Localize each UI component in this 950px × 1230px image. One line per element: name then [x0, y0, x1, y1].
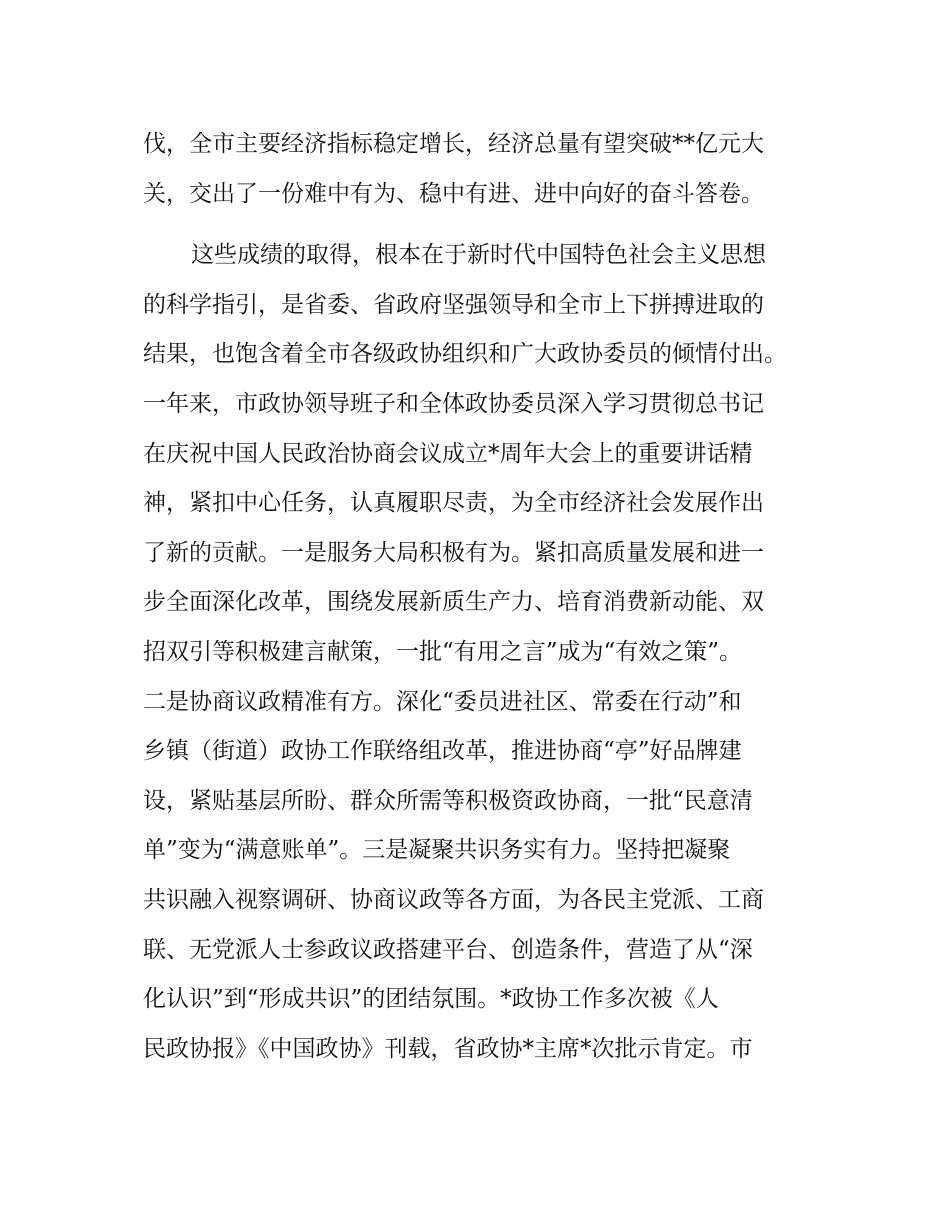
text-line: 这些成绩的取得，根本在于新时代中国特色社会主义思想 — [191, 242, 766, 269]
text-line: 步全面深化改革，围绕发展新质生产力、培育消费新动能、双 — [143, 589, 764, 616]
text-line: 设，紧贴基层所盼、群众所需等积极资政协商，一批“民意清 — [143, 787, 753, 814]
text-line: 单”变为“满意账单”。三是凝聚共识务实有力。坚持把凝聚 — [143, 837, 731, 864]
text-line: 乡镇（街道）政协工作联络组改革，推进协商“亭”好品牌建 — [143, 738, 742, 765]
paragraph-gap — [143, 219, 813, 231]
text-line: 关，交出了一份难中有为、稳中有进、进中向好的奋斗答卷。 — [143, 180, 764, 207]
text-line: 化认识”到“形成共识”的团结氛围。*政协工作多次被《人 — [143, 986, 719, 1013]
text-line: 联、无党派人士参政议政搭建平台、创造条件，营造了从“深 — [143, 936, 753, 963]
text-line: 神，紧扣中心任务，认真履职尽责，为全市经济社会发展作出 — [143, 490, 764, 517]
text-line: 民政协报》《中国政协》刊载，省政协*主席*次批示肯定。市 — [143, 1035, 753, 1062]
paragraph-continuation — [143, 120, 813, 219]
text-line: 结果，也饱含着全市各级政协组织和广大政协委员的倾情付出。 — [143, 341, 787, 368]
text-line: 二是协商议政精准有方。深化“委员进社区、常委在行动”和 — [143, 688, 742, 715]
text-line: 了新的贡献。一是服务大局积极有为。紧扣高质量发展和进一 — [143, 539, 764, 566]
text-line: 共识融入视察调研、协商议政等各方面，为各民主党派、工商 — [143, 886, 764, 913]
text-line: 的科学指引，是省委、省政府坚强领导和全市上下拼搏进取的 — [143, 291, 764, 318]
text-line: 在庆祝中国人民政治协商会议成立*周年大会上的重要讲话精 — [143, 440, 753, 467]
text-line: 招双引等积极建言献策，一批“有用之言”成为“有效之策”。 — [143, 638, 743, 665]
text-line: 伐，全市主要经济指标稳定增长，经济总量有望突破**亿元大 — [143, 131, 764, 157]
text-line: 一年来，市政协领导班子和全体政协委员深入学习贯彻总书记 — [143, 390, 764, 417]
paragraph-achievements — [143, 231, 813, 1074]
document-body — [143, 120, 813, 1074]
